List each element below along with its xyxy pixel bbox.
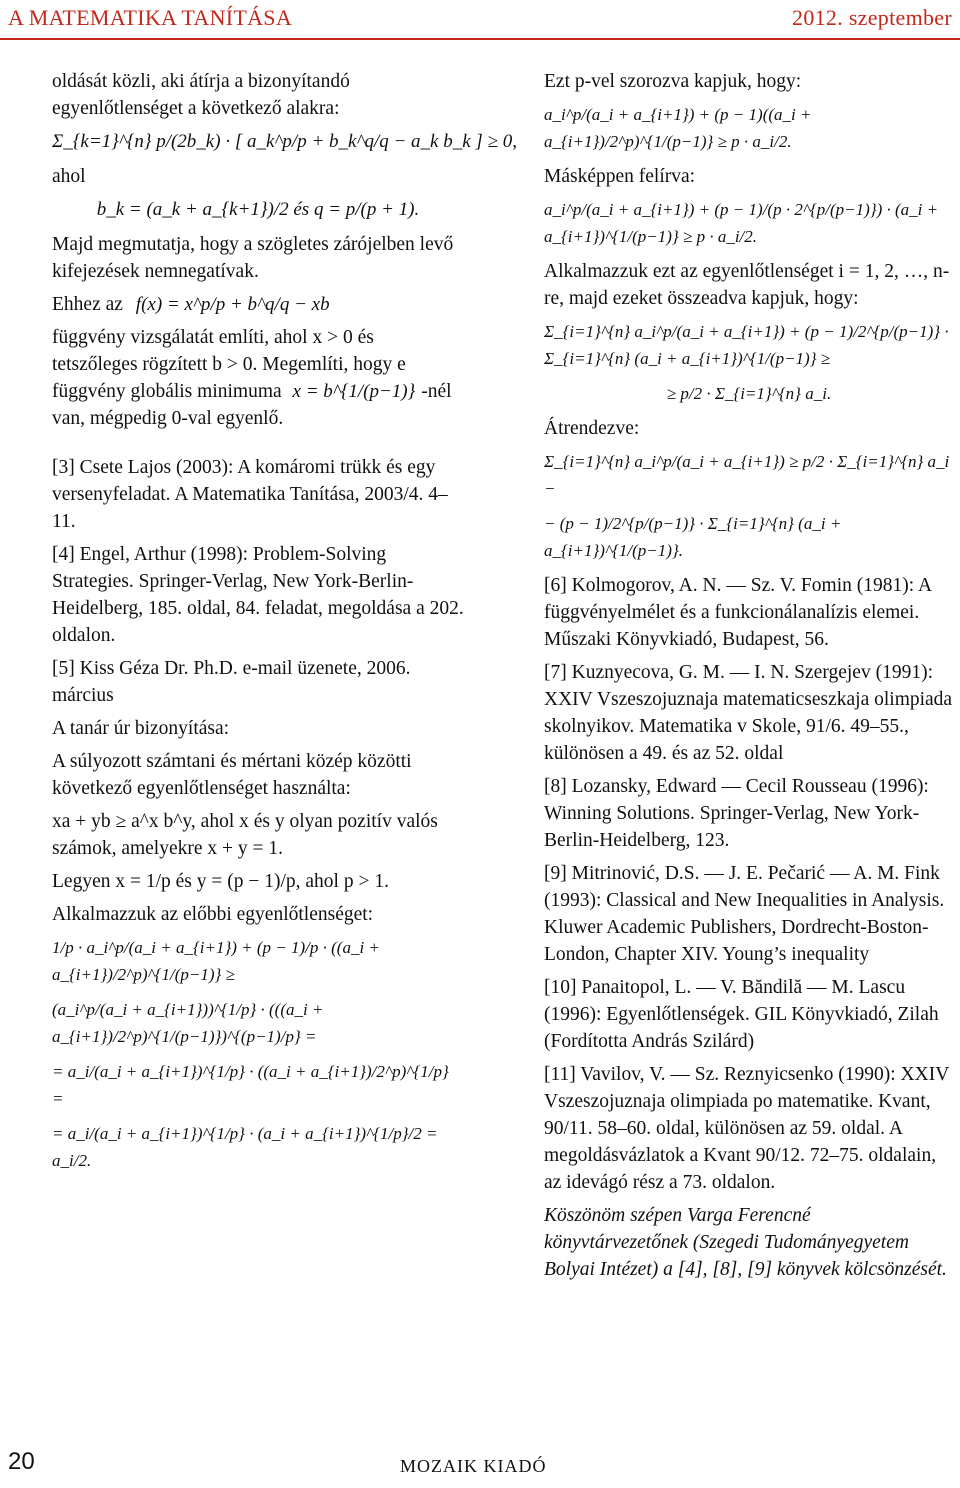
equation-step1: 1/p · a_i^p/(a_i + a_{i+1}) + (p − 1)/p · ((a_i + a_{i+1})/2^p)^{1/(p−1)} ≥ <box>52 938 380 984</box>
equation-sum: Σ_{k=1}^{n} p/(2b_k) · [ a_k^p/p + b_k^q/q − a_k b_k ] ≥ 0, <box>52 131 517 152</box>
text: -nél van, mégpedig 0-val egyenlő. <box>52 381 452 429</box>
paragraph <box>52 291 464 318</box>
acknowledgement: Köszönöm szépen Varga Ferencné könyvtárvezetőnek (Szegedi Tudományegyetem Bolyai Intézet) a [4], [8], [9] könyvek kölcsönzését. <box>544 1205 947 1280</box>
paragraph: xa + yb ≥ a^x b^y, ahol x és y olyan pozitív valós számok, amelyekre x + y = 1. <box>52 811 438 859</box>
paragraph: Másképpen felírva: <box>544 166 696 187</box>
equation-step2: (a_i^p/(a_i + a_{i+1}))^{1/p} · (((a_i + a_{i+1})/2^p)^{1/(p−1)})^{(p−1)/p} = <box>52 1000 324 1046</box>
paragraph: A tanár úr bizonyítása: <box>52 718 230 739</box>
text: függvény vizsgálatát említi, ahol x > 0 és tetszőleges rögzített b > 0. Megemlíti, hogy e függvény globális minimuma <box>52 327 406 402</box>
equation-r2: a_i^p/(a_i + a_{i+1}) + (p − 1)/(p · 2^{p/(p−1)}) · (a_i + a_{i+1})^{1/(p−1)} ≥ p · a_i/2. <box>544 200 939 246</box>
paragraph: Legyen x = 1/p és y = (p − 1)/p, ahol p > 1. <box>52 871 389 892</box>
journal-title: A MATEMATIKA TANÍTÁSA <box>8 5 293 30</box>
left-column <box>52 68 517 1182</box>
equation-bk-q: b_k = (a_k + a_{k+1})/2 és q = p/(p + 1). <box>96 199 420 220</box>
page-number: 20 <box>8 1448 35 1475</box>
paragraph: Átrendezve: <box>544 418 640 439</box>
reference-8: [8] Lozansky, Edward — Cecil Rousseau (1996): Winning Solutions. Springer-Verlag, New York-Berlin-Heidelberg, 123. <box>544 776 929 851</box>
reference-6: [6] Kolmogorov, A. N. — Sz. V. Fomin (1981): A függvényelmélet és a funkcionálanalízis elemei. Műszaki Könyvkiadó, Budapest, 56. <box>544 575 931 650</box>
reference-5: [5] Kiss Géza Dr. Ph.D. e-mail üzenete, 2006. március <box>52 658 411 706</box>
equation-step4: = a_i/(a_i + a_{i+1})^{1/p} · (a_i + a_{i+1})^{1/p}/2 = a_i/2. <box>52 1124 438 1170</box>
equation-f: f(x) = x^p/p + b^q/q − xb <box>135 294 330 315</box>
paragraph: Alkalmazzuk ezt az egyenlőtlenséget i = 1, 2, …, n-re, majd ezeket összeadva kapjuk, hogy: <box>544 261 950 309</box>
reference-3: [3] Csete Lajos (2003): A komáromi trükk és egy versenyfeladat. A Matematika Tanítása, 2003/4. 4–11. <box>52 457 448 532</box>
issue-date: 2012. szeptember <box>792 5 952 30</box>
header-rule <box>0 38 960 40</box>
reference-7: [7] Kuznyecova, G. M. — I. N. Szergejev (1991): XXIV Vszeszojuznaja matematicseszkaja olimpiada skolnyikov. Matematika v Skole, 91/6. 49–55., különösen a 49. és az 52. oldal <box>544 662 953 764</box>
right-column <box>544 68 954 1289</box>
equation-r1: a_i^p/(a_i + a_{i+1}) + (p − 1)((a_i + a_{i+1})/2^p)^{1/(p−1)} ≥ p · a_i/2. <box>544 105 812 151</box>
reference-4: [4] Engel, Arthur (1998): Problem-Solving Strategies. Springer-Verlag, New York-Berlin-Heidelberg, 185. oldal, 84. feladat, megoldása a 202. oldalon. <box>52 544 464 646</box>
equation-r6: − (p − 1)/2^{p/(p−1)} · Σ_{i=1}^{n} (a_i + a_{i+1})^{1/(p−1)}. <box>544 514 842 560</box>
equation-r4: ≥ p/2 · Σ_{i=1}^{n} a_i. <box>666 384 832 403</box>
reference-10: [10] Panaitopol, L. — V. Băndilă — M. Lascu (1996): Egyenlőtlenségek. GIL Könyvkiadó, Zilah (Fordította András Szilárd) <box>544 977 939 1052</box>
paragraph <box>52 324 464 432</box>
paragraph: Majd megmutatja, hogy a szögletes zárójelben levő kifejezések nemnegatívak. <box>52 234 454 282</box>
text: Ehhez az <box>52 294 123 315</box>
paragraph: Ezt p-vel szorozva kapjuk, hogy: <box>544 71 802 92</box>
equation-r5: Σ_{i=1}^{n} a_i^p/(a_i + a_{i+1}) ≥ p/2 · Σ_{i=1}^{n} a_i − <box>544 452 950 498</box>
publisher: MOZAIK KIADÓ <box>400 1456 547 1476</box>
equation-step3: = a_i/(a_i + a_{i+1})^{1/p} · ((a_i + a_{i+1})/2^p)^{1/p} = <box>52 1062 449 1108</box>
paragraph: ahol <box>52 166 86 187</box>
paragraph: Alkalmazzuk az előbbi egyenlőtlenséget: <box>52 904 374 925</box>
equation-min: x = b^{1/(p−1)} <box>292 381 416 402</box>
equation-r3: Σ_{i=1}^{n} a_i^p/(a_i + a_{i+1}) + (p − 1)/2^{p/(p−1)} · Σ_{i=1}^{n} (a_i + a_{i+1})^{1/(p−1)} ≥ <box>544 322 949 368</box>
reference-9: [9] Mitrinović, D.S. — J. E. Pečarić — A. M. Fink (1993): Classical and New Inequalities in Analysis. Kluwer Academic Publishers, Dordrecht-Boston-London, Chapter XIV. Young’s inequality <box>544 863 945 965</box>
paragraph: A súlyozott számtani és mértani közép közötti következő egyenlőtlenséget használta: <box>52 751 412 799</box>
reference-11: [11] Vavilov, V. — Sz. Reznyicsenko (1990): XXIV Vszeszojuznaja olimpiada po matematike. Kvant, 90/11. 58–60. oldal, különösen az 59. oldal. A megoldásvázlatok a Kvant 90/12. 72–75. oldalain, az idevágó rész a 73. oldalon. <box>544 1064 949 1193</box>
paragraph: oldását közli, aki átírja a bizonyítandó egyenlőtlenséget a következő alakra: <box>52 71 350 119</box>
